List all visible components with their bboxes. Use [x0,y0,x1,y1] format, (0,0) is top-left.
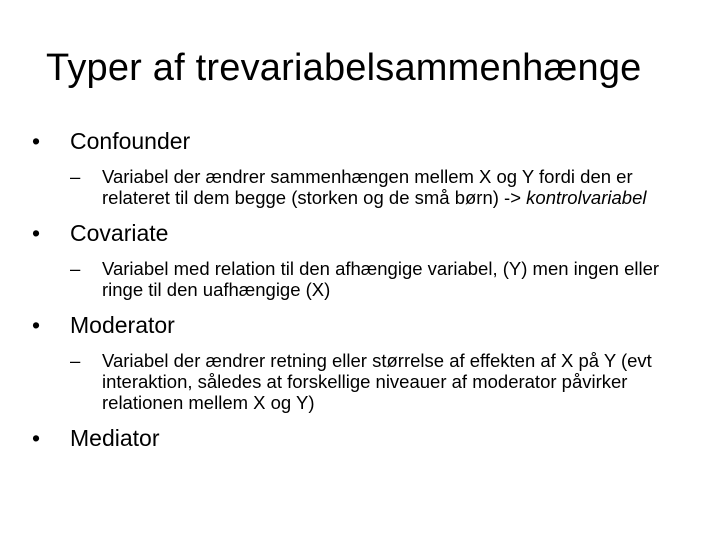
bullet-label: Moderator [70,312,175,338]
sub-bullet-text: Variabel med relation til den afhængige variabel, (Y) men ingen eller ringe til den uafhængige (X) [102,258,660,300]
bullet-label: Confounder [70,128,191,154]
sub-bullet-text: Variabel der ændrer retning eller størrelse af effekten af X på Y (evt interaktion, således at forskellige niveauer af moderator påvirker relationen mellem X og Y) [102,350,652,413]
slide-title: Typer af trevariabelsammenhænge [46,47,642,89]
bullet-label: Mediator [70,425,160,451]
bullet-label: Covariate [70,220,169,246]
bullet-moderator [32,310,692,340]
bullet-dot-icon: • [32,425,41,451]
bullet-dot-icon: • [32,128,41,154]
sub-bullet-dash-icon: – [70,258,81,279]
bullet-dot-icon: • [32,220,41,246]
sub-bullet-confounder [32,166,682,208]
bullet-covariate [32,218,692,248]
sub-bullet-moderator [32,350,682,413]
sub-bullet-dash-icon: – [70,166,81,187]
sub-bullet-italic-text: kontrolvariabel [526,187,647,208]
sub-bullet-dash-icon: – [70,350,81,371]
bullet-confounder [32,126,692,156]
bullet-dot-icon: • [32,312,41,338]
bullet-mediator [32,423,692,453]
sub-bullet-text: Variabel der ændrer sammenhængen mellem X og Y fordi den er relateret til dem begge (storken og de små børn) -> [102,166,633,208]
sub-bullet-covariate [32,258,682,300]
bullet-list [32,126,692,463]
